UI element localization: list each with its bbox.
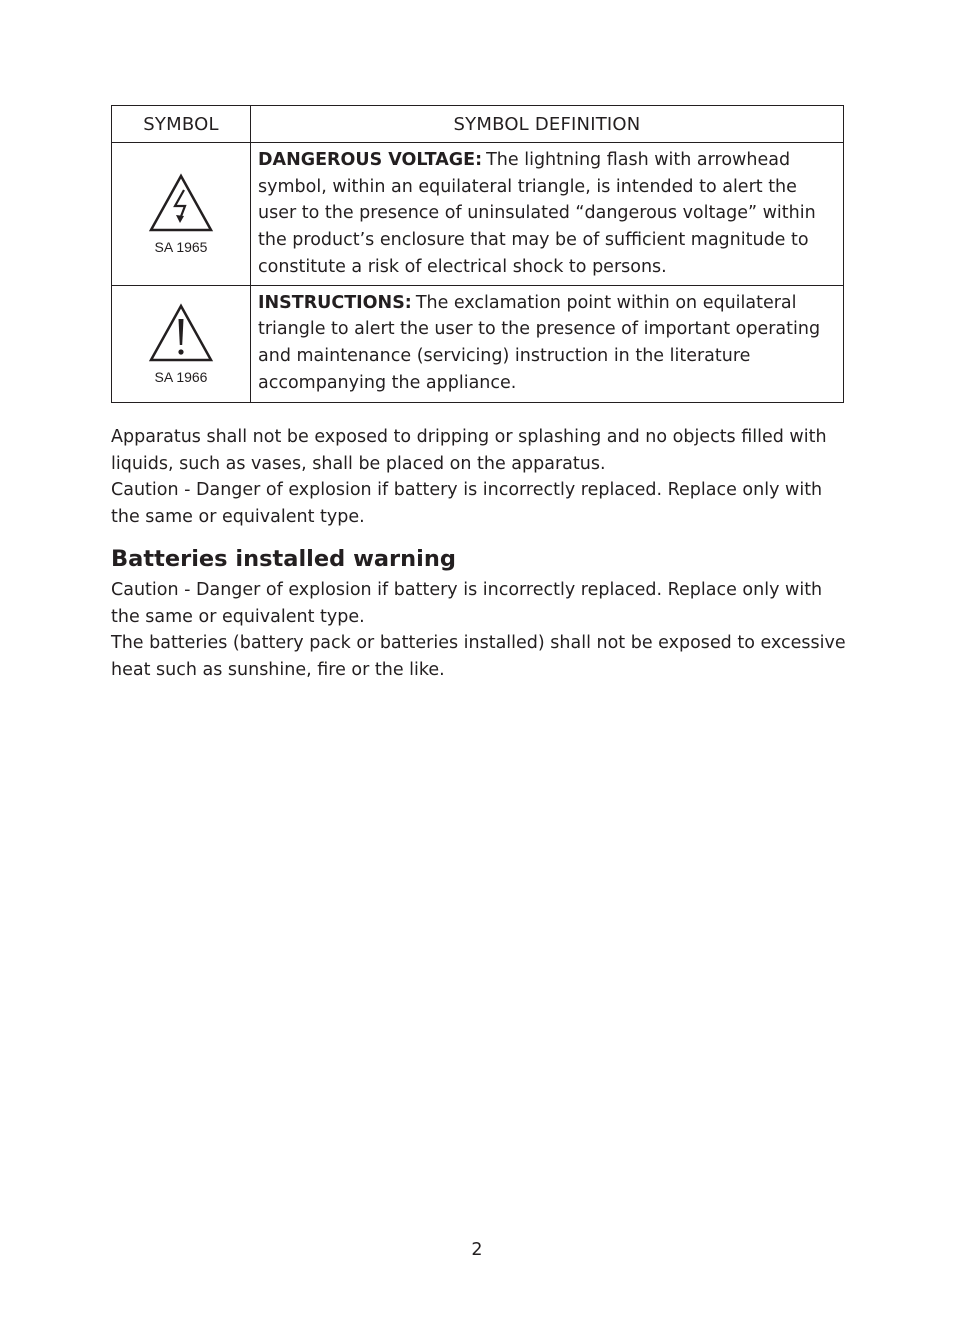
table-row [112,143,844,286]
symbol-table [111,105,844,403]
battery-heat-paragraph: The batteries (battery pack or batteries installed) shall not be exposed to excessive heat such as sunshine, fire or the like. [111,633,846,680]
definition-text: The lightning flash with arrowhead symbol, within an equilateral triangle, is intended to alert the user to the presence of uninsulated “dangerous voltage” within the product’s enclosure that may be of sufficient magnitude to constitute a risk of electrical shock to persons. [258,150,816,277]
definition-term: DANGEROUS VOLTAGE: [258,150,483,170]
section-heading: Batteries installed warning [111,546,457,572]
definition-cell [251,285,844,402]
table-row [112,285,844,402]
battery-caution-paragraph: Caution - Danger of explosion if battery is incorrectly replaced. Replace only with the same or equivalent type. [111,580,823,627]
exclamation-triangle-icon [148,303,214,363]
apparatus-paragraph: Apparatus shall not be exposed to dripping or splashing and no objects filled with liquids, such as vases, shall be placed on the apparatus. [111,427,827,474]
definition-cell [251,143,844,286]
lightning-triangle-icon [148,173,214,233]
symbol-code: SA 1966 [154,368,208,385]
page-number: 2 [471,1240,483,1260]
header-symbol: SYMBOL [112,106,251,143]
caution-paragraph: Caution - Danger of explosion if battery is incorrectly replaced. Replace only with the same or equivalent type. [111,480,823,527]
symbol-cell [112,285,251,402]
definition-text: The exclamation point within on equilateral triangle to alert the user to the presence of important operating and maintenance (servicing) instruction in the literature accompanying the appliance. [258,292,821,393]
symbol-code: SA 1965 [154,238,208,255]
definition-term: INSTRUCTIONS: [258,292,412,313]
symbol-cell [112,143,251,286]
header-symbol-definition: SYMBOL DEFINITION [251,106,844,143]
